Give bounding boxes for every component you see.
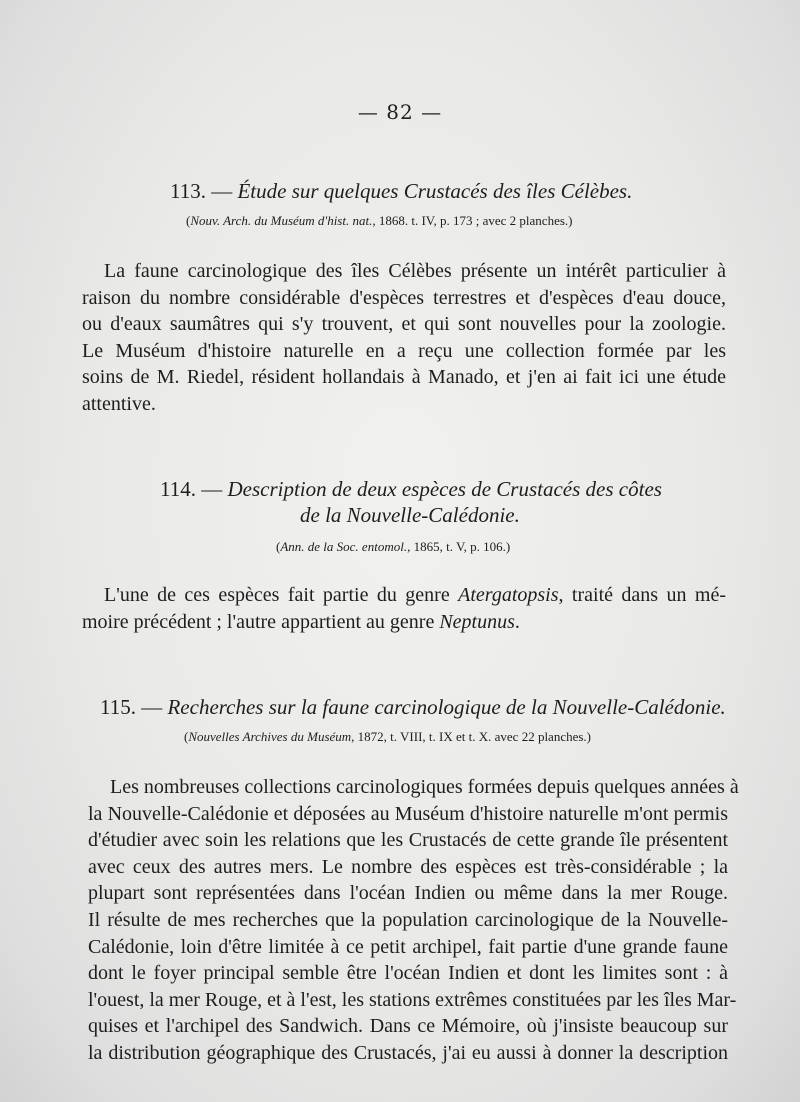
paragraph-line: attentive. (82, 392, 156, 415)
paragraph-line: La faune carcinologique des îles Célèbes présente un intérêt particulier à (104, 260, 726, 282)
paragraph-text: . (514, 610, 520, 633)
entry-115-citation (184, 728, 591, 746)
paragraph-line: ou d'eaux saumâtres qui s'y trouvent, et qui sont nouvelles pour la zoologie. (82, 313, 726, 336)
paragraph-line: l'ouest, la mer Rouge, et à l'est, les stations extrêmes constituées par les îles Mar- (88, 988, 737, 1011)
paragraph-line: la Nouvelle-Calédonie et déposées au Muséum d'histoire naturelle m'ont permis (88, 802, 728, 825)
citation-details: , 1872, t. VIII, t. IX et t. X. avec 22 planches.) (351, 729, 592, 744)
paragraph-line: dont le foyer principal semble être l'océan Indien et dont les limites sont : à (88, 962, 728, 985)
paragraph-line: plupart sont représentées dans l'océan Indien ou même dans la mer Rouge. (88, 882, 728, 905)
entry-113-title-text: Étude sur quelques Crustacés des îles Célèbes. (237, 179, 633, 203)
citation-journal: Ann. de la Soc. entomol. (280, 539, 408, 554)
entry-115-number: 115. — (100, 695, 163, 719)
citation-details: , 1865, t. V, p. 106.) (407, 539, 511, 554)
paragraph-line (82, 609, 726, 636)
citation-open: ( (184, 729, 189, 744)
genus-neptunus: Neptunus (439, 610, 515, 633)
entry-114-title-line1: Description de deux espèces de Crustacés des côtes (227, 477, 662, 501)
paragraph-line: soins de M. Riedel, résident hollandais à Manado, et j'en ai fait ici une étude (82, 366, 726, 389)
paragraph-line: quises et l'archipel des Sandwich. Dans ce Mémoire, où j'insiste beaucoup sur (88, 1015, 728, 1038)
paragraph-line: Les nombreuses collections carcinologiques formées depuis quelques années à (110, 776, 739, 798)
paragraph-line: Il résulte de mes recherches que la population carcinologique de la Nouvelle- (88, 908, 728, 931)
paragraph-line: Le Muséum d'histoire naturelle en a reçu une collection formée par les (82, 339, 726, 362)
paragraph-text: L'une de ces espèces fait partie du genre (104, 584, 459, 606)
citation-journal: Nouvelles Archives du Muséum (188, 729, 352, 744)
citation-open: ( (276, 539, 281, 554)
paragraph-text: , traité dans un mé- (558, 584, 727, 606)
citation-journal: Nouv. Arch. du Muséum d'hist. nat. (190, 213, 373, 228)
entry-113-citation (186, 212, 572, 230)
paragraph-line (82, 582, 726, 609)
entry-115-title-text: Recherches sur la faune carcinologique de la Nouvelle-Calédonie. (167, 695, 726, 719)
entry-114-citation (276, 538, 510, 556)
citation-open: ( (186, 213, 191, 228)
citation-details: , 1868. t. IV, p. 173 ; avec 2 planches.) (372, 213, 573, 228)
paragraph-line: Calédonie, loin d'être limitée à ce petit archipel, fait partie d'une grande faune (88, 935, 728, 958)
entry-114-title-cont (300, 500, 520, 530)
entry-115-title (100, 692, 726, 722)
paragraph-line: la distribution géographique des Crustacés, j'ai eu aussi à donner la description (88, 1041, 728, 1064)
paragraph-text: moire précédent ; l'autre appartient au genre (82, 610, 440, 633)
entry-113-number: 113. — (170, 179, 233, 203)
entry-115-paragraph (88, 774, 739, 1067)
paragraph-line: raison du nombre considérable d'espèces terrestres et d'espèces d'eau douce, (82, 286, 726, 309)
entry-113-paragraph (82, 258, 726, 418)
page-number: — 82 — (357, 100, 443, 124)
entry-114-paragraph (82, 582, 726, 635)
entry-113-title (170, 176, 632, 206)
entry-114-title-line2: de la Nouvelle-Calédonie. (300, 503, 520, 527)
paragraph-line: d'étudier avec soin les relations que les Crustacés de cette grande île présentent (88, 829, 728, 852)
genus-atergatopsis: Atergatopsis (458, 584, 559, 606)
entry-114-number: 114. — (160, 477, 223, 501)
paragraph-line: avec ceux des autres mers. Le nombre des espèces est très-considérable ; la (88, 855, 728, 878)
